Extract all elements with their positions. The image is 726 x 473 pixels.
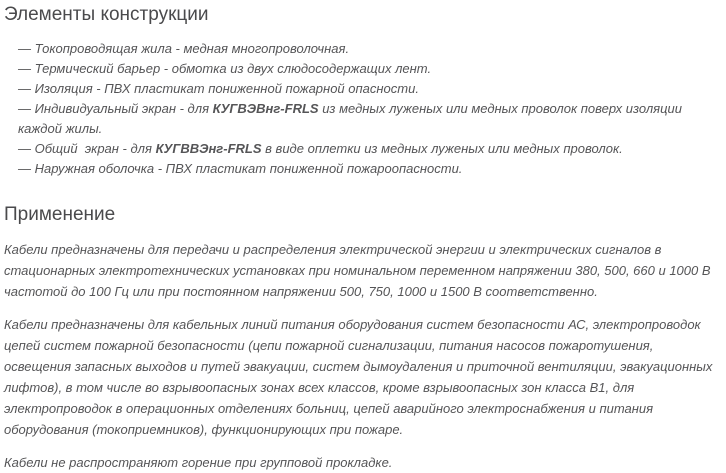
list-item-text: — Термический барьер - обмотка из двух слюдосодержащих лент. xyxy=(18,61,432,76)
cable-designation: КУГВВЭнг-FRLS xyxy=(155,141,262,156)
list-item-text: — Изоляция - ПВХ пластикат пониженной пожарной опасности. xyxy=(18,81,419,96)
list-item-text: из медных луженых или медных проволок поверх изоляции каждой жилы. xyxy=(18,101,686,136)
list-item-text: — Индивидуальный экран - для xyxy=(18,101,213,116)
list-item xyxy=(18,79,718,99)
list-item-text: — Токопроводящая жила - медная многопроволочная. xyxy=(18,41,350,56)
application-paragraph-voltage: Кабели предназначены для передачи и распределения электрической энергии и электрических сигналов в стационарных электротехнических установках при номинальном переменном напряжении 380, 500, 660 и 1000 В частотой до 100 Гц или при постоянном напряжении 500, 750, 1000 и 1500 В соответственно. xyxy=(4,242,711,299)
list-item-text: — Общий экран - для xyxy=(18,141,156,156)
list-item xyxy=(18,139,718,159)
application-paragraph-usage: Кабели предназначены для кабельных линий питания оборудования систем безопасности АС, электропроводок цепей систем пожарной безопасности (цепи пожарной сигнализации, питания насосов пожаротушения, освещения запасных выходов и путей эвакуации, систем дымоудаления и приточной вентиляции, эвакуационных лифтов), в том числе во взрывоопасных зонах всех классов, кроме взрывоопасных зон класса В1, для электропроводок в операционных отделениях больниц, цепей аварийного электроснабжения и питания оборудования (токоприемников), функционирующих при пожаре. xyxy=(4,317,713,437)
construction-section-heading: Элементы конструкции xyxy=(4,4,209,25)
list-item xyxy=(18,99,718,139)
cable-designation: КУГВЭВнг-FRLS xyxy=(212,101,319,116)
application-paragraph-fire-note: Кабели не распространяют горение при групповой прокладке. xyxy=(4,455,393,470)
list-item-text: в виде оплетки из медных луженых или медных проволок. xyxy=(261,141,623,156)
list-item xyxy=(18,59,718,79)
list-item xyxy=(18,39,718,59)
list-item xyxy=(18,159,718,179)
application-section-heading: Применение xyxy=(4,204,116,225)
list-item-text: — Наружная оболочка - ПВХ пластикат пониженной пожароопасности. xyxy=(18,161,463,176)
construction-list xyxy=(4,39,718,179)
